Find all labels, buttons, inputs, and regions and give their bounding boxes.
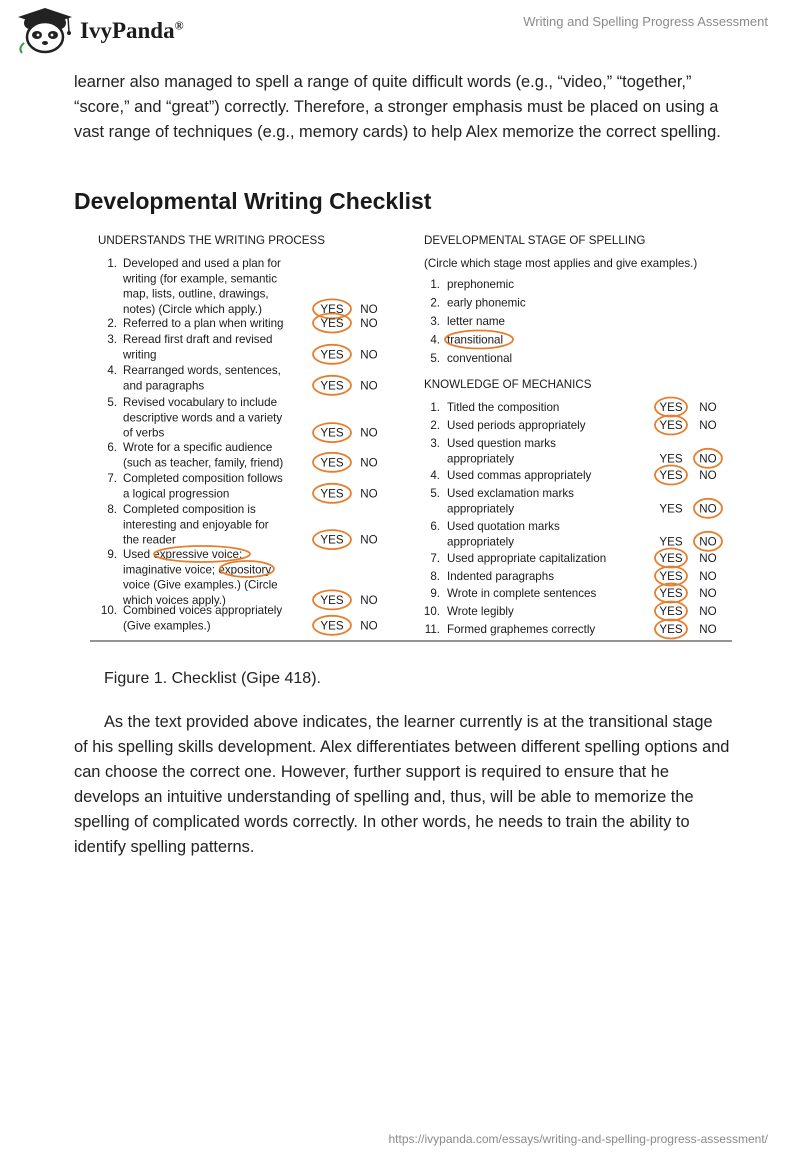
mechanics-no: NO [699,587,717,600]
mechanics-text: Used appropriate capitalization [447,552,607,565]
checklist-image [90,228,732,644]
panda-logo-icon [14,8,76,54]
mechanics-yes: YES [659,570,683,583]
left-item-yes: YES [320,456,344,470]
left-item-yes: YES [320,619,344,633]
left-item-text: (Give examples.) [123,619,211,633]
left-item-text: a logical progression [123,487,230,501]
left-item-no: NO [360,456,378,470]
mechanics-number: 2. [430,419,440,432]
left-item-number: 7. [107,472,117,485]
mechanics-yes: YES [659,605,683,618]
mechanics-number: 8. [430,570,440,583]
left-item-no: NO [360,593,378,607]
mechanics-yes: YES [659,419,683,432]
mechanics-yes: YES [659,469,683,482]
left-item-no: NO [360,619,378,633]
left-item-text: Completed composition follows [123,472,283,485]
mechanics-text: Wrote in complete sentences [447,587,597,600]
page-header [0,0,800,62]
left-column-title: UNDERSTANDS THE WRITING PROCESS [98,234,325,247]
mechanics-yes: YES [659,452,683,466]
mechanics-yes: YES [659,587,683,600]
stage-label: early phonemic [447,296,526,310]
mechanics-text: Used exclamation marks [447,487,574,500]
mechanics-number: 9. [430,587,440,600]
left-item-text: which voices apply.) [123,593,226,607]
mechanics-number: 10. [423,605,440,618]
left-item-text: writing (for example, semantic [123,272,277,286]
closing-paragraph: As the text provided above indicates, the learner currently is at the transitional stage of his spelling skills development. Alex differentiates between different spelling options and can choose the correct one. However, further support is required to ensure that he develops an intuitive understanding of spelling and, thus, will be able to memorize the spelling of complicated words correctly. In other words, he needs to train the ability to identify spelling patterns. [74,713,730,856]
left-item-text: interesting and enjoyable for [123,518,269,532]
stage-label: prephonemic [447,278,515,291]
left-item-number: 3. [107,333,117,346]
left-item-number: 5. [107,396,117,409]
mechanics-number: 4. [430,469,440,482]
left-item-text: and paragraphs [123,379,205,393]
mechanics-no: NO [699,502,717,516]
left-item-yes: YES [320,348,344,362]
mechanics-text: Formed graphemes correctly [447,623,596,636]
left-item-no: NO [360,302,378,316]
mechanics-no: NO [699,419,717,432]
mechanics-text: Used periods appropriately [447,419,586,432]
mechanics-no: NO [699,401,717,414]
left-item-yes: YES [320,426,344,440]
left-item-text: Revised vocabulary to include [123,396,278,409]
left-item-text: descriptive words and a variety [123,411,283,425]
stage-number: 2. [430,296,440,310]
left-item-text: of verbs [123,426,165,440]
left-item-text: Referred to a plan when writing [123,317,284,330]
left-item-text: (such as teacher, family, friend) [123,456,284,470]
left-item-text: Reread first draft and revised [123,333,273,346]
mechanics-text: Titled the composition [447,401,560,414]
stage-label: conventional [447,352,513,365]
mechanics-no: NO [699,623,717,636]
left-item-number: 1. [107,257,117,270]
mechanics-number: 7. [430,552,440,565]
left-item-yes: YES [320,379,344,393]
left-item-number: 10. [100,604,117,617]
mechanics-number: 11. [424,623,440,636]
stage-number: 3. [430,315,440,328]
left-item-text: map, lists, outline, drawings, [123,287,269,301]
mechanics-yes: YES [659,502,683,516]
stage-title: DEVELOPMENTAL STAGE OF SPELLING [424,234,646,247]
mechanics-no: NO [699,535,717,549]
mechanics-yes: YES [659,623,683,636]
mechanics-text: appropriately [447,502,515,516]
section-heading: Developmental Writing Checklist [74,188,432,214]
mechanics-text: Used question marks [447,437,556,450]
left-item-text: Wrote for a specific audience [123,441,273,454]
mechanics-yes: YES [659,552,683,565]
left-item-no: NO [360,426,378,440]
mechanics-yes: YES [659,401,683,414]
left-item-no: NO [360,348,378,362]
left-item-yes: YES [320,533,344,547]
footer-url[interactable]: https://ivypanda.com/essays/writing-and-spelling-progress-assessment/ [388,1132,768,1146]
left-item-no: NO [360,379,378,393]
mechanics-text: Used quotation marks [447,520,560,533]
mechanics-text: Wrote legibly [447,605,514,618]
mechanics-number: 6. [430,520,440,533]
mechanics-no: NO [699,570,717,583]
left-item-number: 8. [107,503,117,516]
mechanics-text: appropriately [447,535,515,549]
mechanics-text: appropriately [447,452,515,466]
stage-number: 4. [430,333,440,347]
left-item-yes: YES [320,317,344,330]
left-item-text: the reader [123,533,176,547]
left-item-number: 4. [107,364,117,377]
left-item-yes: YES [320,593,344,607]
left-item-text: Completed composition is [123,503,256,516]
brand-text[interactable]: IvyPanda [80,18,175,43]
left-item-text: notes) (Circle which apply.) [123,302,262,316]
left-item-text: voice (Give examples.) (Circle [123,578,278,592]
brand-registered-mark: ® [174,18,184,33]
mechanics-yes: YES [659,535,683,549]
mechanics-text: Indented paragraphs [447,570,555,583]
document-title: Writing and Spelling Progress Assessment [523,14,768,29]
left-item-yes: YES [320,302,344,316]
intro-paragraph: learner also managed to spell a range of quite difficult words (e.g., “video,” “together,” “score,” and “great”) correctly. Therefore, a stronger emphasis must be placed on using a vast range of techniques (e.g., memory cards) to help Alex memorize the correct spelling. [74,73,721,141]
mechanics-no: NO [699,552,717,565]
stage-instruction: (Circle which stage most applies and give examples.) [424,257,698,270]
left-item-text: imaginative voice; expository [123,563,272,577]
stage-number: 1. [430,278,440,291]
mechanics-text: Used commas appropriately [447,469,592,482]
left-item-yes: YES [320,487,344,501]
stage-number: 5. [430,352,440,365]
mechanics-number: 3. [430,437,440,450]
figure-caption: Figure 1. Checklist (Gipe 418). [104,670,321,687]
mechanics-no: NO [699,605,717,618]
brand-name[interactable] [80,18,184,44]
mechanics-no: NO [699,469,717,482]
mechanics-no: NO [699,452,717,466]
left-item-text: Developed and used a plan for [123,257,281,270]
mechanics-number: 5. [430,487,440,500]
left-item-number: 9. [107,548,117,561]
left-item-no: NO [360,317,378,330]
left-item-text: writing [123,348,157,362]
left-item-text: Combined voices appropriately [123,604,283,617]
stage-label: transitional [447,333,504,347]
left-item-text: Rearranged words, sentences, [123,364,281,377]
mechanics-number: 1. [430,401,440,414]
left-item-no: NO [360,487,378,501]
mechanics-title: KNOWLEDGE OF MECHANICS [424,378,592,391]
stage-label: letter name [447,315,505,328]
checklist-figure [90,228,732,644]
left-item-number: 2. [107,317,117,330]
left-item-no: NO [360,533,378,547]
left-item-text: Used expressive voice; [123,548,243,561]
left-item-number: 6. [107,441,117,454]
